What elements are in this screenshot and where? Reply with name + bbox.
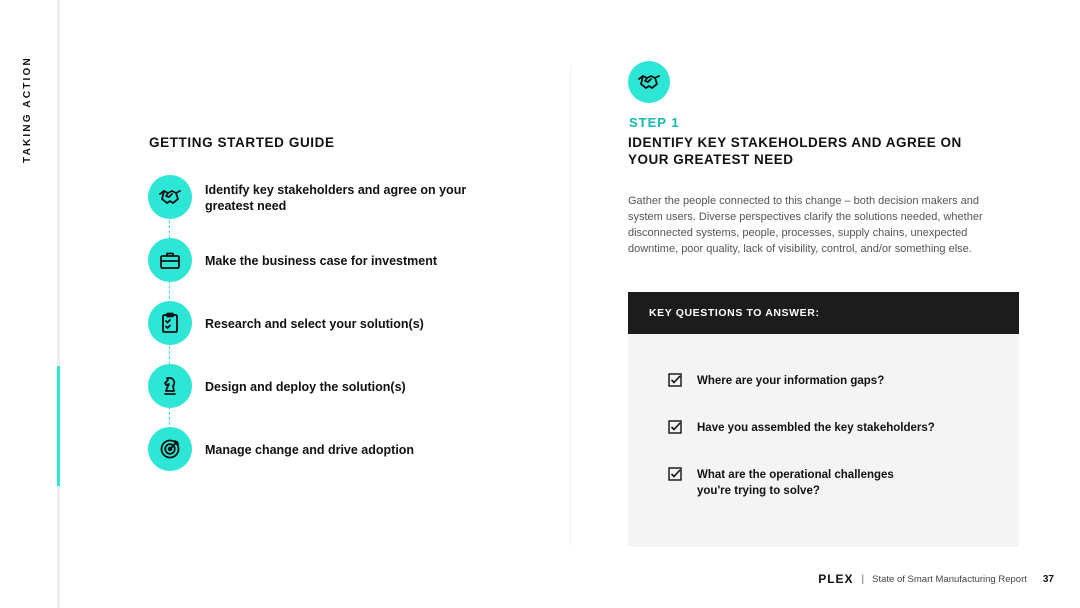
footer-separator: | bbox=[861, 573, 865, 585]
key-question-text: Have you assembled the key stakeholders? bbox=[697, 422, 935, 434]
section-label: TAKING ACTION bbox=[22, 56, 33, 163]
handshake-icon bbox=[628, 61, 670, 103]
guide-step-5 bbox=[148, 427, 528, 473]
guide-step-4 bbox=[148, 364, 528, 410]
guide-steps bbox=[148, 175, 528, 485]
step-body: Gather the people connected to this change – both decision makers and system users. Diverse perspectives clarify the solutions needed, whether disconnected systems, people, processes, supply chains, unexpected downtime, poor quality, lack of visibility, control, and/or something else. bbox=[628, 195, 983, 255]
guide-step-label: Make the business case for investment bbox=[205, 254, 438, 268]
step-heading: IDENTIFY KEY STAKEHOLDERS AND AGREE ON YOUR GREATEST NEED bbox=[628, 135, 962, 167]
side-rail bbox=[0, 0, 62, 608]
guide-step-label: Manage change and drive adoption bbox=[205, 443, 415, 457]
target-icon bbox=[148, 427, 192, 471]
report-title: State of Smart Manufacturing Report bbox=[872, 573, 1027, 585]
key-questions-panel bbox=[628, 292, 1019, 547]
guide-step-1 bbox=[148, 175, 528, 221]
rail-accent bbox=[57, 366, 60, 486]
guide-title: GETTING STARTED GUIDE bbox=[149, 135, 335, 150]
clipboard-check-icon bbox=[148, 301, 192, 345]
page-footer bbox=[818, 572, 1054, 586]
rail-line bbox=[57, 0, 60, 608]
guide-step-label: Design and deploy the solution(s) bbox=[205, 380, 406, 394]
guide-step-label: Identify key stakeholders and agree on your greatest need bbox=[205, 183, 467, 213]
column-divider bbox=[570, 66, 571, 546]
guide-step-label: Research and select your solution(s) bbox=[205, 317, 424, 331]
checkbox-checked-icon bbox=[668, 420, 682, 434]
key-questions-header: KEY QUESTIONS TO ANSWER: bbox=[628, 292, 1019, 334]
checkbox-checked-icon bbox=[668, 467, 682, 481]
guide-step-2 bbox=[148, 238, 528, 284]
guide-step-3 bbox=[148, 301, 528, 347]
chess-knight-icon bbox=[148, 364, 192, 408]
key-question-text: What are the operational challenges you're trying to solve? bbox=[697, 469, 894, 497]
briefcase-icon bbox=[148, 238, 192, 282]
checkbox-checked-icon bbox=[668, 373, 682, 387]
handshake-icon bbox=[148, 175, 192, 219]
step-label: STEP 1 bbox=[629, 115, 680, 130]
key-question-text: Where are your information gaps? bbox=[697, 375, 885, 387]
page-number: 37 bbox=[1042, 573, 1054, 585]
brand-logo: PLEX bbox=[818, 572, 854, 586]
